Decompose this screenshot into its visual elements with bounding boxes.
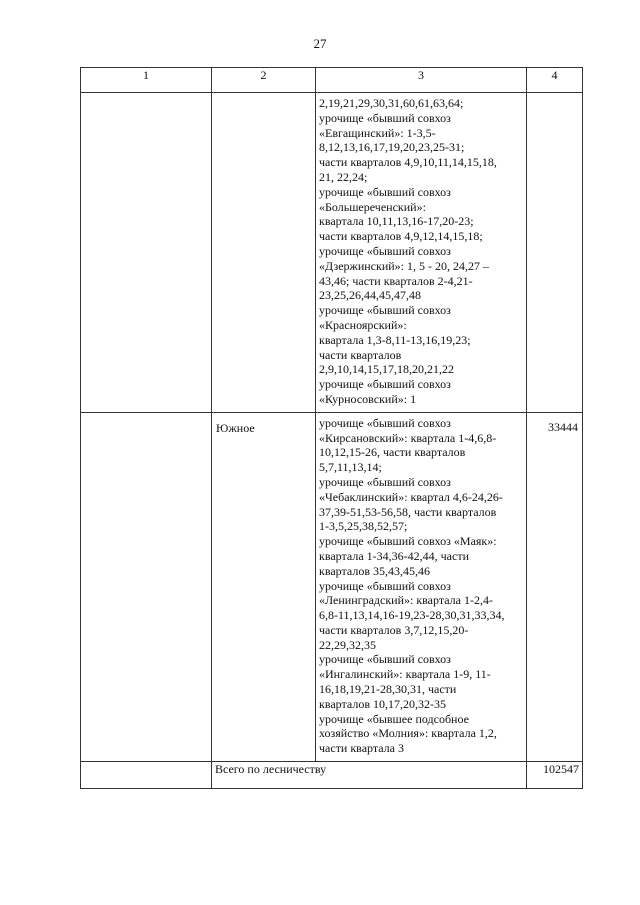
text-line: 8,12,13,16,17,19,20,23,25-31; [319,140,465,155]
text-line: 37,39-51,53-56,58, части кварталов [319,504,497,519]
text-line: «Дзержинский»: 1, 5 - 20, 24,27 – [319,258,490,273]
text-line: урочище «бывший совхоз [319,377,451,392]
total-label: Всего по лесничеству [212,762,527,789]
row2-col3 [316,412,527,761]
text-line: 1-3,5,25,38,52,57; [319,519,408,534]
total-value: 102547 [527,762,583,789]
table-header-row [81,68,583,93]
text-line: «Ингалинский»: квартала 1-9, 11- [319,667,491,682]
header-cell-1: 1 [81,68,212,93]
text-line: урочище «бывший совхоз [319,184,451,199]
text-line: части квартала 3 [319,741,404,756]
row1-col1 [81,93,212,413]
text-line: 43,46; части кварталов 2-4,21- [319,273,473,288]
text-line: «Чебаклинский»: квартал 4,6-24,26- [319,489,503,504]
row1-col2 [212,93,316,413]
total-empty-cell [81,762,212,789]
page-number: 27 [313,36,327,51]
text-line: части кварталов 4,9,12,14,15,18; [319,229,483,244]
row2-col1 [81,412,212,761]
text-line: части кварталов [319,347,402,362]
text-line: урочище «бывшее подсобное [319,711,469,726]
text-line: кварталов 35,43,45,46 [319,563,430,578]
text-line: кварталов 10,17,20,32-35 [319,696,446,711]
text-line: 2,9,10,14,15,17,18,20,21,22 [319,362,454,377]
text-line: урочище «бывший совхоз [319,303,451,318]
row2-col2-district: Южное [212,412,316,761]
text-line: квартала 10,11,13,16-17,20-23; [319,214,474,229]
text-line: урочище «бывший совхоз [319,474,451,489]
table-row [81,93,583,413]
row2-col4-area: 33444 [527,412,583,761]
text-line: «Курносовский»: 1 [319,391,417,406]
row1-col3 [316,93,527,413]
text-line: квартала 1-34,36-42,44, части [319,548,469,563]
text-line: урочище «бывший совхоз [319,578,451,593]
header-cell-3: 3 [316,68,527,93]
text-line: «Кирсановский»: квартала 1-4,6,8- [319,430,497,445]
text-line: «Ленинградский»: квартала 1-2,4- [319,593,493,608]
text-line: 16,18,19,21-28,30,31, части [319,682,457,697]
text-line: квартала 1,3-8,11-13,16,19,23; [319,332,471,347]
text-line: хозяйство «Молния»: квартала 1,2, [319,726,497,741]
text-line: 23,25,26,44,45,47,48 [319,288,421,303]
text-line: «Евгащинский»: 1-3,5- [319,125,436,140]
text-line: «Большереченский»: [319,199,426,214]
text-line: урочище «бывший совхоз [319,243,451,258]
total-row [81,762,583,789]
text-line: 2,19,21,29,30,31,60,61,63,64; [319,96,464,110]
table-row [81,412,583,761]
text-line: части кварталов 4,9,10,11,14,15,18, [319,155,497,170]
text-line: урочище «бывший совхоз [319,110,451,125]
text-line: урочище «бывший совхоз «Маяк»: [319,534,497,549]
text-line: 6,8-11,13,14,16-19,23-28,30,31,33,34, [319,608,505,623]
forestry-table [80,67,583,789]
text-line: урочище «бывший совхоз [319,415,451,430]
text-line: «Красноярский»: [319,317,407,332]
text-line: 10,12,15-26, части кварталов [319,445,466,460]
header-cell-4: 4 [527,68,583,93]
header-cell-2: 2 [212,68,316,93]
text-line: урочище «бывший совхоз [319,652,451,667]
row1-col4 [527,93,583,413]
text-line: части кварталов 3,7,12,15,20- [319,622,469,637]
text-line: 5,7,11,13,14; [319,460,382,475]
text-line: 21, 22,24; [319,169,368,184]
text-line: 22,29,32,35 [319,637,376,652]
